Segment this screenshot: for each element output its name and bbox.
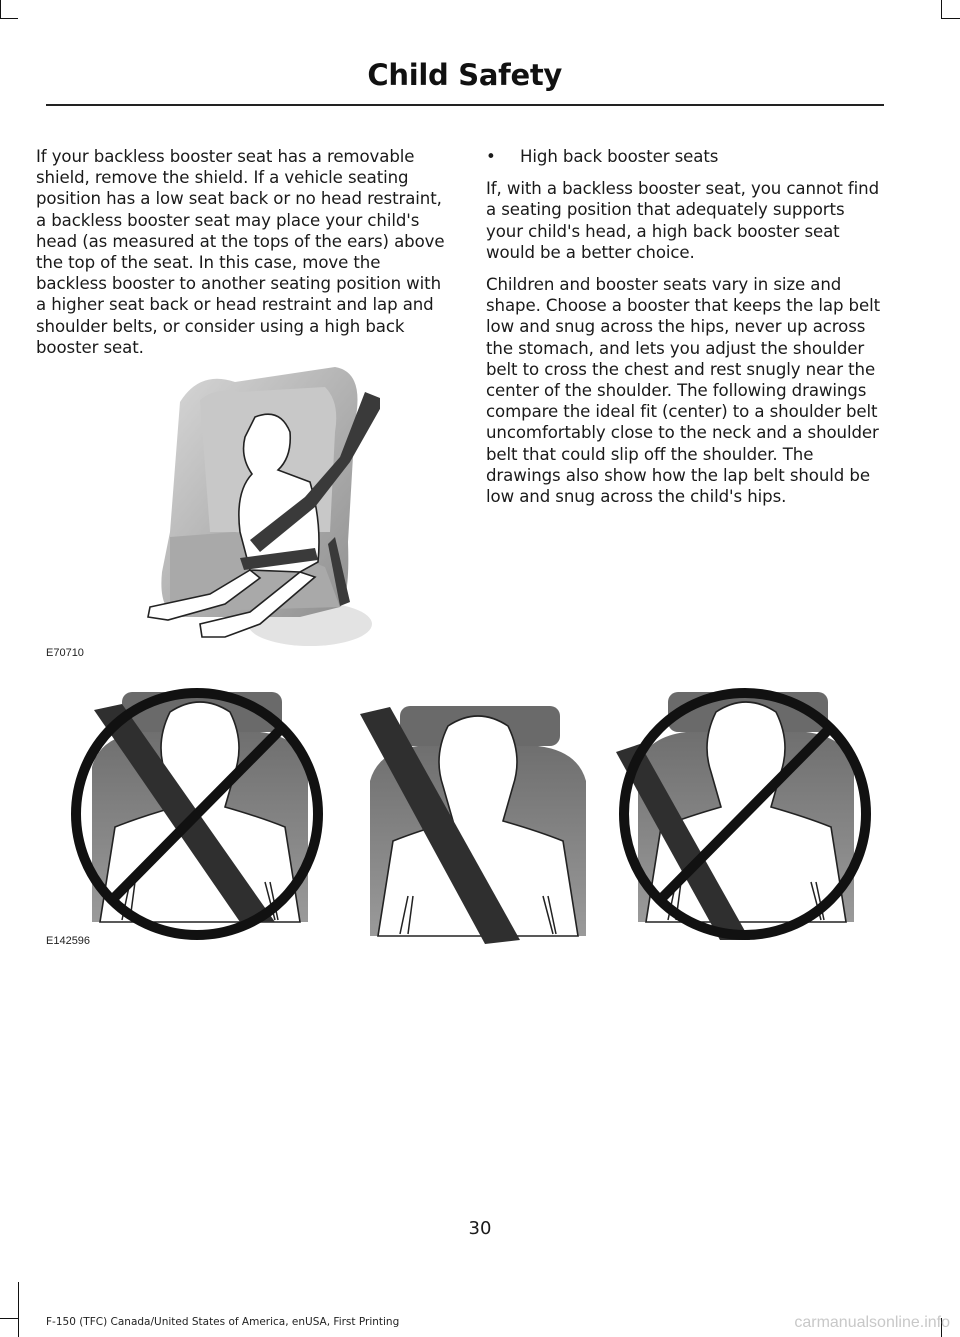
crop-mark — [0, 0, 1, 18]
body-paragraph: If your backless booster seat has a removable shield, remove the shield. If a vehicle seating position has a low seat back or no head restraint, a backless booster seat may place your child's head (as measured at the tops of the ears) above the top of the seat. In this case, move the backless booster to another seating position with a higher seat back or head restraint and lap and shoulder belts, or consider using a high back booster seat. — [36, 147, 445, 357]
crop-mark — [18, 1282, 19, 1337]
figure-label: E142596 — [46, 935, 91, 947]
body-paragraph: Children and booster seats vary in size and shape. Choose a booster that keeps the lap belt low and snug across the hips, never up across the stomach, and lets you adjust the shoulder belt to cross the chest and rest snugly near the center of the shoulder. The following drawings compare the ideal fit (center) to a shoulder belt uncomfortably close to the neck and a shoulder belt that could slip off the shoulder. The drawings also show how the lap belt should be low and snug across the child's hips. — [486, 275, 881, 507]
figure-label: E70710 — [46, 647, 84, 659]
crop-mark — [0, 1318, 18, 1319]
page-title: Child Safety — [367, 58, 562, 92]
watermark: carmanualsonline.info — [794, 1314, 950, 1331]
booster-seat-illustration — [140, 362, 380, 654]
crop-mark — [941, 0, 942, 18]
belt-fit-comparison-illustration — [60, 682, 890, 950]
left-column — [36, 146, 448, 369]
bullet-item — [486, 146, 884, 167]
belt-too-close-to-neck — [76, 692, 318, 935]
bullet-marker: • — [486, 147, 496, 166]
crop-mark — [941, 18, 960, 19]
body-paragraph: If, with a backless booster seat, you cannot find a seating position that adequately supports your child's head, a high back booster seat would be a better choice. — [486, 179, 880, 262]
page-number: 30 — [468, 1218, 492, 1239]
crop-mark — [0, 18, 18, 19]
header-divider — [46, 104, 884, 106]
bullet-text: High back booster seats — [520, 147, 719, 166]
belt-slips-off-shoulder — [616, 692, 866, 940]
right-column — [486, 146, 884, 518]
belt-ideal-fit — [360, 706, 586, 944]
footer-note: F-150 (TFC) Canada/United States of America, enUSA, First Printing — [46, 1316, 400, 1328]
